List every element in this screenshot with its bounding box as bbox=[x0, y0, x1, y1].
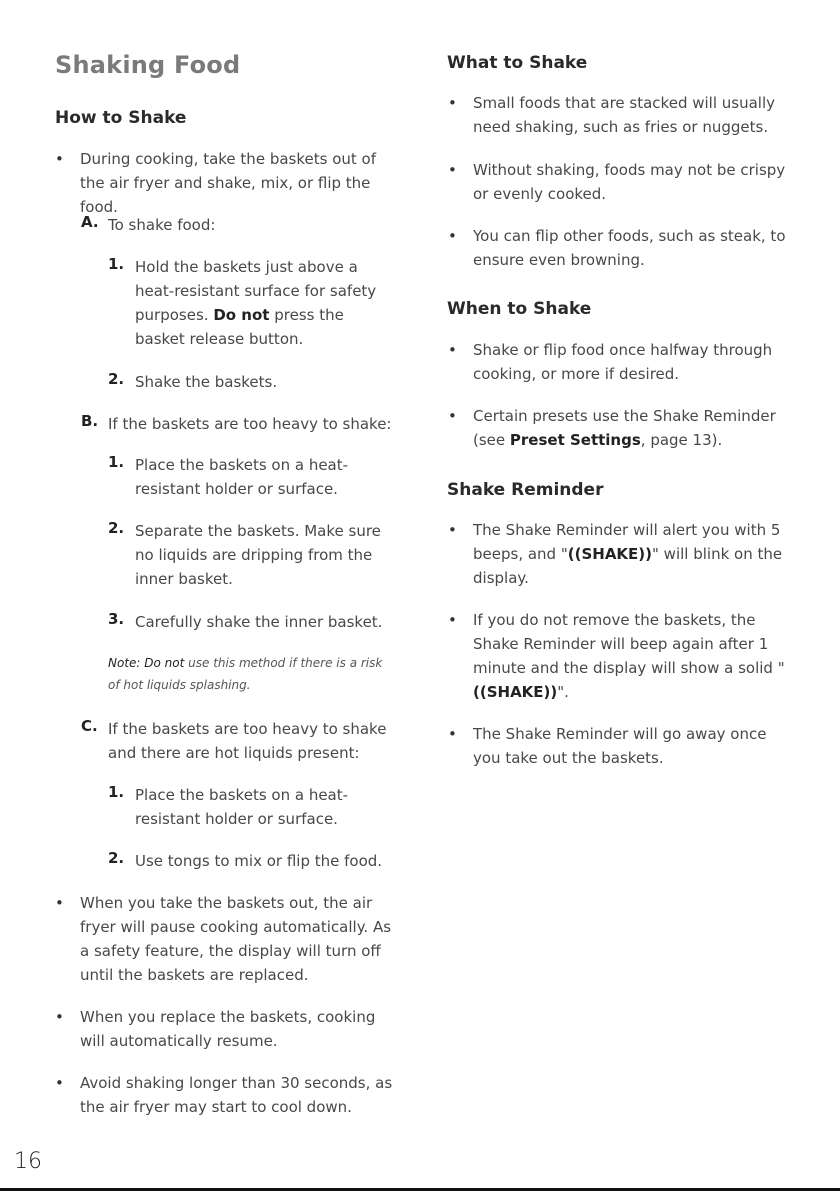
step-c2-text: Use tongs to mix or flip the food. bbox=[135, 852, 383, 870]
step-marker-b: B. bbox=[81, 412, 99, 430]
step-b3-text: Carefully shake the inner basket. bbox=[135, 613, 383, 631]
note-emphasis: Do not bbox=[144, 656, 185, 670]
list-item bbox=[473, 518, 803, 590]
step-b2-text: Separate the baskets. Make sure no liquids are dripping from the inner basket. bbox=[135, 522, 381, 588]
when-to-shake-heading: When to Shake bbox=[447, 299, 592, 319]
bullet-text-pre: Certain presets use the Shake Reminder (see bbox=[473, 407, 776, 449]
step-c1-text: Place the baskets on a heat-resistant holder or surface. bbox=[135, 786, 349, 828]
bullet-text: You can flip other foods, such as steak, to ensure even browning. bbox=[473, 227, 786, 269]
step-marker-c2: 2. bbox=[108, 849, 125, 867]
step-marker-c: C. bbox=[81, 717, 98, 735]
bullet-text: When you take the baskets out, the air fryer will pause cooking automatically. As a safety feature, the display will turn off until the baskets are replaced. bbox=[80, 894, 392, 984]
step-c-text: If the baskets are too heavy to shake and there are hot liquids present: bbox=[108, 720, 387, 762]
step-marker-b1: 1. bbox=[108, 453, 125, 471]
list-item bbox=[80, 1071, 395, 1119]
list-item bbox=[473, 158, 803, 206]
step-a2-text: Shake the baskets. bbox=[135, 373, 278, 391]
list-item bbox=[473, 404, 793, 452]
step-marker-b3: 3. bbox=[108, 610, 125, 628]
list-item bbox=[80, 891, 395, 987]
bullet-text-pre: If you do not remove the baskets, the Shake Reminder will beep again after 1 minute and the display will show a solid " bbox=[473, 611, 785, 677]
step-marker-b2: 2. bbox=[108, 519, 125, 537]
list-item bbox=[473, 608, 798, 704]
bullet-text: Shake or flip food once halfway through cooking, or more if desired. bbox=[473, 341, 773, 383]
bullet-text: When you replace the baskets, cooking will automatically resume. bbox=[80, 1008, 376, 1050]
bullet-text-post: ". bbox=[557, 683, 569, 701]
step-marker-a1: 1. bbox=[108, 255, 125, 273]
bullet-text: Without shaking, foods may not be crispy or evenly cooked. bbox=[473, 161, 786, 203]
preset-settings-reference: Preset Settings bbox=[509, 431, 641, 449]
note bbox=[108, 652, 393, 696]
step-a1-text bbox=[135, 255, 393, 351]
step-a1-emphasis: Do not bbox=[213, 306, 270, 324]
note-label: Note: bbox=[108, 656, 141, 670]
bullet-text: The Shake Reminder will go away once you take out the baskets. bbox=[473, 725, 767, 767]
list-item bbox=[80, 147, 395, 219]
step-marker-a: A. bbox=[81, 213, 99, 231]
list-item bbox=[473, 91, 788, 139]
step-a-text: To shake food: bbox=[108, 216, 216, 234]
footer-rule bbox=[0, 1188, 840, 1191]
shake-display-text: ((SHAKE)) bbox=[473, 683, 558, 701]
step-b1-text: Place the baskets on a heat-resistant holder or surface. bbox=[135, 456, 349, 498]
list-item bbox=[80, 1005, 395, 1053]
list-item bbox=[473, 722, 788, 770]
bullet-text: During cooking, take the baskets out of the air fryer and shake, mix, or flip the food. bbox=[80, 150, 376, 216]
bullet-text: Avoid shaking longer than 30 seconds, as the air fryer may start to cool down. bbox=[80, 1074, 393, 1116]
bullet-text: Small foods that are stacked will usually need shaking, such as fries or nuggets. bbox=[473, 94, 775, 136]
step-b-text: If the baskets are too heavy to shake: bbox=[108, 415, 392, 433]
step-marker-c1: 1. bbox=[108, 783, 125, 801]
step-a1-post: press the basket release button. bbox=[135, 306, 344, 348]
shake-display-text: ((SHAKE)) bbox=[567, 545, 653, 563]
what-to-shake-heading: What to Shake bbox=[447, 53, 588, 73]
page-number: 16 bbox=[14, 1149, 42, 1174]
shake-reminder-heading: Shake Reminder bbox=[447, 480, 604, 500]
list-item bbox=[473, 224, 788, 272]
step-a1-pre: Hold the baskets just above a heat-resistant surface for safety purposes. bbox=[135, 258, 377, 324]
note-text: use this method if there is a risk of hot liquids splashing. bbox=[108, 656, 383, 692]
how-to-shake-heading: How to Shake bbox=[55, 108, 187, 128]
page-title: Shaking Food bbox=[55, 51, 241, 79]
bullet-text-post: " will blink on the display. bbox=[473, 545, 783, 587]
bullet-text-post: , page 13). bbox=[640, 431, 723, 449]
list-item bbox=[473, 338, 793, 386]
step-marker-a2: 2. bbox=[108, 370, 125, 388]
bullet-text-pre: The Shake Reminder will alert you with 5 beeps, and " bbox=[473, 521, 781, 563]
